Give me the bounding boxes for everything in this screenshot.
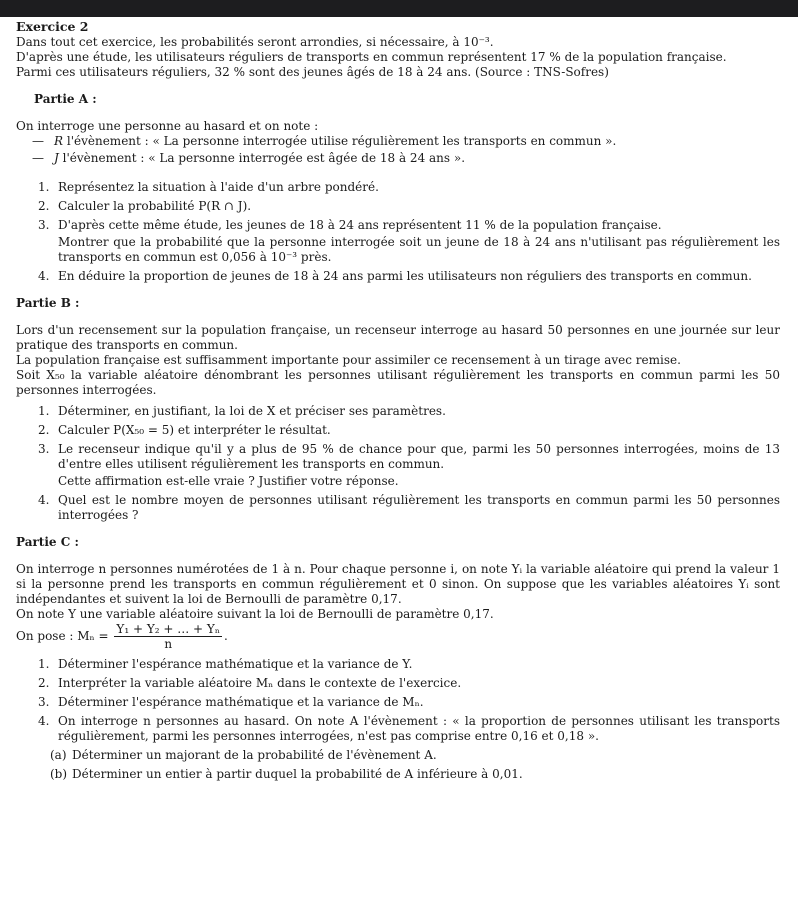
question-item: 3. Déterminer l'espérance mathématique et la variance de Mₙ. (38, 695, 424, 709)
intro-line: D'après une étude, les utilisateurs réguliers de transports en commun représentent 17 % de la population française. (16, 50, 727, 64)
mn-fraction: $\frac{\text{Y₁ + Y₂ + … + Yₙ}}{n}$ (116, 622, 221, 651)
question-item: 1. Déterminer, en justifiant, la loi de X et préciser ses paramètres. (38, 404, 446, 418)
question-item: 3. D'après cette même étude, les jeunes de 18 à 24 ans représentent 11 % de la population française. Montrer que la probabilité que la personne interrogée soit un jeune de 18 à 24 ans n'utilisant pas régulièrement les transports en commun est 0,056 à 10⁻³ près. (38, 218, 780, 264)
part-b-paragraph: La population française est suffisamment importante pour assimiler ce recensement à un tirage avec remise. (16, 353, 681, 367)
part-a-lead: On interroge une personne au hasard et on note : (16, 119, 319, 133)
question-item: 4. En déduire la proportion de jeunes de 18 à 24 ans parmi les utilisateurs non réguliers des transports en commun. (38, 269, 752, 283)
question-item: 2. Interpréter la variable aléatoire Mₙ dans le contexte de l'exercice. (38, 676, 462, 690)
question-item: 1. Déterminer l'espérance mathématique et la variance de Y. (38, 657, 413, 671)
part-b-paragraph: Soit X₅₀ la variable aléatoire dénombrant les personnes utilisant régulièrement les transports en commun parmi les 50 personnes interrogées. (16, 368, 780, 397)
event-r: — R l'évènement : « La personne interrogée utilise régulièrement les transports en commun ». (32, 134, 617, 148)
part-b-paragraph: Lors d'un recensement sur la population française, un recenseur interroge au hasard 50 personnes en une journée sur leur pratique des transports en commun. (16, 323, 780, 352)
document-page (0, 17, 798, 782)
subquestion-b: (b) Déterminer un entier à partir duquel la probabilité de A inférieure à 0,01. (50, 767, 523, 781)
question-item: 2. Calculer la probabilité P(R ∩ J). (38, 199, 252, 213)
question-item: 4. Quel est le nombre moyen de personnes utilisant régulièrement les transports en commun parmi les 50 personnes interrogées ? (38, 493, 780, 522)
top-bar (0, 0, 798, 17)
mn-definition: On pose : Mₙ = $\frac{\text{Y₁ + Y₂ + … + Yₙ}}{n}$ . (16, 622, 228, 651)
question-extra: Montrer que la probabilité que la personne interrogée soit un jeune de 18 à 24 ans n'utilisant pas régulièrement les transports en commun est 0,056 à 10⁻³ près. (58, 235, 780, 264)
part-c-heading: Partie C : (16, 535, 79, 549)
intro-line: Parmi ces utilisateurs réguliers, 32 % sont des jeunes âgés de 18 à 24 ans. (Source : TNS-Sofres) (16, 65, 609, 79)
part-a-questions (16, 180, 780, 284)
question-item: 2. Calculer P(X₅₀ = 5) et interpréter le résultat. (38, 423, 331, 437)
event-j: — J l'évènement : « La personne interrogée est âgée de 18 à 24 ans ». (32, 151, 466, 165)
subquestion-a: (a) Déterminer un majorant de la probabilité de l'évènement A. (50, 748, 437, 762)
part-b-questions (16, 404, 780, 523)
part-c-questions (16, 657, 780, 744)
question-item: 1. Représentez la situation à l'aide d'un arbre pondéré. (38, 180, 379, 194)
part-b-heading: Partie B : (16, 296, 80, 310)
question-item: 3. Le recenseur indique qu'il y a plus de 95 % de chance pour que, parmi les 50 personnes interrogées, moins de 13 d'entre elles utilisent régulièrement les transports en commun. Cette affirmation est-elle vraie ? Justifier votre réponse. (38, 442, 780, 488)
intro-line: Dans tout cet exercice, les probabilités seront arrondies, si nécessaire, à 10⁻³. (16, 35, 494, 49)
part-a-heading: Partie A : (34, 92, 97, 106)
question-extra: Cette affirmation est-elle vraie ? Justifier votre réponse. (58, 474, 399, 488)
question-item: 4. On interroge n personnes au hasard. On note A l'évènement : « la proportion de personnes utilisant les transports régulièrement, parmi les personnes interrogées, n'est pas comprise entre 0,16 et 0,18 ». (38, 714, 780, 743)
exercise-title: Exercice 2 (16, 19, 89, 34)
part-c-paragraph: On interroge n personnes numérotées de 1 à n. Pour chaque personne i, on note Yᵢ la variable aléatoire qui prend la valeur 1 si la personne prend les transports en commun régulièrement et 0 sinon. On suppose que les variables aléatoires Yᵢ sont indépendantes et suivent la loi de Bernoulli de paramètre 0,17. (16, 562, 780, 606)
part-c-paragraph: On note Y une variable aléatoire suivant la loi de Bernoulli de paramètre 0,17. (16, 607, 494, 621)
